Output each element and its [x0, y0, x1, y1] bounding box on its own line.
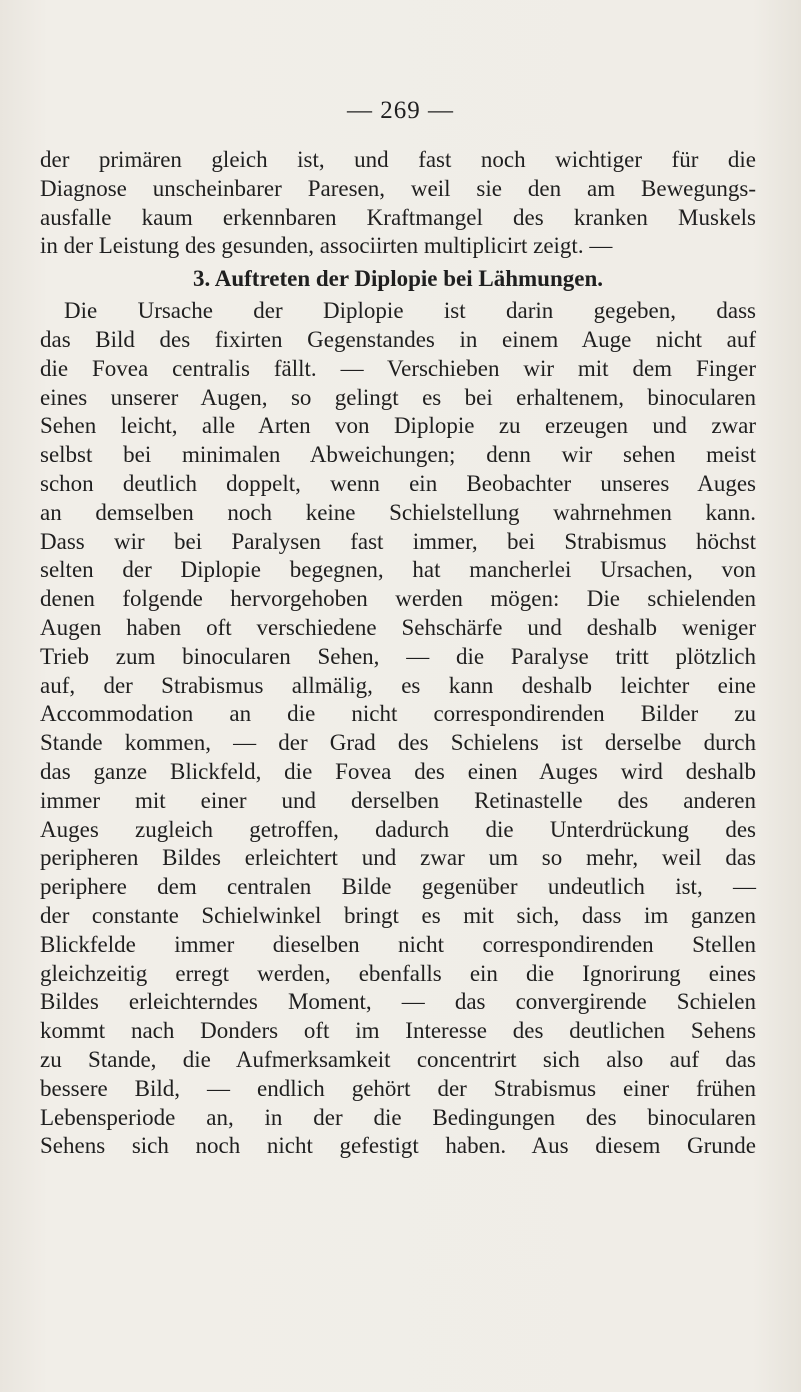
text-line: Diagnose unscheinbarer Paresen, weil sie den am Bewegungs- [40, 175, 756, 201]
text-line: immer mit einer und derselben Retinastelle des anderen [40, 787, 756, 813]
text-line: Stande kommen, — der Grad des Schielens ist derselbe durch [40, 730, 756, 756]
text-line: an demselben noch keine Schielstellung wahrnehmen kann. [40, 499, 756, 525]
text-line: Sehen leicht, alle Arten von Diplopie zu erzeugen und zwar [40, 413, 756, 439]
text-line: Bildes erleichterndes Moment, — das convergirende Schielen [40, 989, 756, 1015]
text-line: auf, der Strabismus allmälig, es kann deshalb leichter eine [40, 672, 756, 698]
text-line: Blickfelde immer dieselben nicht correspondirenden Stellen [40, 931, 756, 957]
text-line: selten der Diplopie begegnen, hat mancherlei Ursachen, von [40, 557, 756, 583]
text-line: in der Leistung des gesunden, associirten multiplicirt zeigt. — [40, 233, 613, 259]
text-line: Die Ursache der Diplopie ist darin gegeben, dass [64, 298, 756, 324]
paragraph-2 [40, 297, 756, 1161]
text-line: bessere Bild, — endlich gehört der Strabismus einer frühen [40, 1075, 756, 1101]
text-line: das ganze Blickfeld, die Fovea des einen Auges wird deshalb [40, 758, 756, 784]
text-line: periphere dem centralen Bilde gegenüber undeutlich ist, — [40, 874, 756, 900]
text-line: der primären gleich ist, und fast noch wichtiger für die [40, 147, 756, 172]
page-number: — 269 — [347, 97, 454, 124]
text-line: ausfalle kaum erkennbaren Kraftmangel des kranken Muskels [40, 204, 756, 230]
text-line: Accommodation an die nicht correspondirenden Bilder zu [40, 701, 756, 727]
text-line: Lebensperiode an, in der die Bedingungen des binocularen [40, 1104, 756, 1130]
page-body [40, 146, 756, 1161]
text-line: eines unserer Augen, so gelingt es bei erhaltenem, binocularen [40, 384, 756, 410]
paragraph-1 [40, 146, 756, 261]
text-line: schon deutlich doppelt, wenn ein Beobachter unseres Auges [40, 470, 756, 496]
text-line: Trieb zum binocularen Sehen, — die Paralyse tritt plötzlich [40, 643, 756, 669]
text-line: selbst bei minimalen Abweichungen; denn wir sehen meist [40, 442, 756, 468]
text-line: Sehens sich noch nicht gefestigt haben. Aus diesem Grunde [40, 1133, 756, 1159]
text-line: denen folgende hervorgehoben werden mögen: Die schielenden [40, 586, 756, 612]
text-line: Augen haben oft verschiedene Sehschärfe und deshalb weniger [40, 614, 756, 640]
text-line: kommt nach Donders oft im Interesse des deutlichen Sehens [40, 1018, 756, 1044]
text-line: peripheren Bildes erleichtert und zwar um so mehr, weil das [40, 845, 756, 871]
text-line: das Bild des fixirten Gegenstandes in einem Auge nicht auf [40, 326, 756, 352]
text-line: gleichzeitig erregt werden, ebenfalls ein die Ignorirung eines [40, 960, 756, 986]
text-line: Auges zugleich getroffen, dadurch die Unterdrückung des [40, 816, 756, 842]
text-line: zu Stande, die Aufmerksamkeit concentrirt sich also auf das [40, 1046, 756, 1072]
text-line: die Fovea centralis fällt. — Verschieben wir mit dem Finger [40, 355, 756, 381]
text-line: der constante Schielwinkel bringt es mit sich, dass im ganzen [40, 902, 756, 928]
section-heading: 3. Auftreten der Diplopie bei Lähmungen. [193, 266, 603, 292]
text-line: Dass wir bei Paralysen fast immer, bei Strabismus höchst [40, 528, 756, 554]
